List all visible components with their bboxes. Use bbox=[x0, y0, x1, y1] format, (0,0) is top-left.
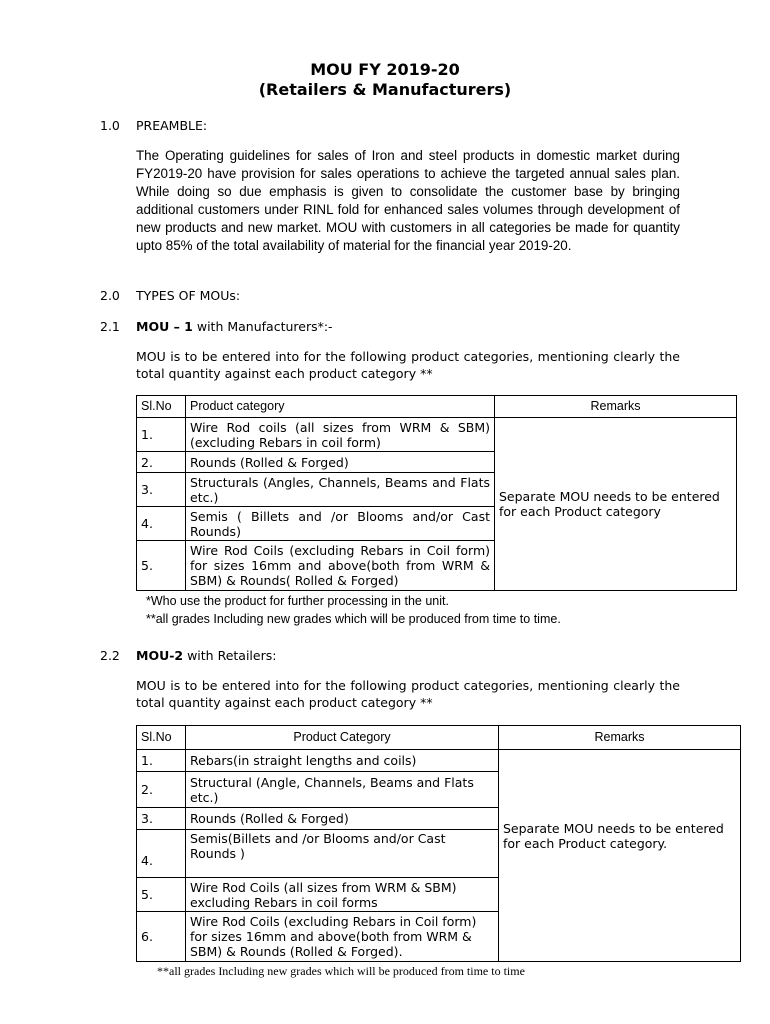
header-remarks: Remarks bbox=[499, 726, 741, 750]
row-category: Wire Rod Coils (all sizes from WRM & SBM) excluding Rebars in coil forms bbox=[186, 878, 499, 912]
section-title-rest: with Manufacturers*:- bbox=[192, 319, 333, 334]
section-bold-title: MOU – 1 bbox=[136, 319, 193, 334]
row-category: Wire Rod coils (all sizes from WRM & SBM) (excluding Rebars in coil form) bbox=[186, 418, 495, 452]
mou2-table bbox=[136, 725, 741, 962]
footnote-grades-2: **all grades Including new grades which will be produced from time to time bbox=[157, 964, 525, 978]
mou1-table bbox=[136, 395, 737, 591]
row-number: 3. bbox=[137, 808, 186, 830]
section-title-rest: with Retailers: bbox=[183, 648, 277, 663]
row-number: 4. bbox=[137, 830, 186, 878]
row-remarks: Separate MOU needs to be entered for each Product category. bbox=[499, 750, 741, 962]
preamble-paragraph: The Operating guidelines for sales of Iron and steel products in domestic market during FY2019-20 have provision for sales operations to achieve the targeted annual sales plan. While doing so due emphasis is given to consolidate the customer base by bringing additional customers under RINL fold for enhanced sales volumes through development of new products and new market. MOU with customers in all categories be made for quantity upto 85% of the total availability of material for the financial year 2019-20. bbox=[136, 148, 680, 253]
section-number: 2.1 bbox=[100, 319, 120, 334]
row-category: Structurals (Angles, Channels, Beams and Flats etc.) bbox=[186, 473, 495, 507]
table-row bbox=[137, 418, 737, 452]
section-number: 2.2 bbox=[100, 648, 120, 663]
header-remarks: Remarks bbox=[495, 396, 737, 418]
row-category: Semis(Billets and /or Blooms and/or Cast Rounds ) bbox=[186, 830, 499, 878]
mou2-intro: MOU is to be entered into for the following product categories, mentioning clearly the total quantity against each product category ** bbox=[136, 678, 680, 710]
table-row bbox=[137, 750, 741, 772]
row-number: 2. bbox=[137, 772, 186, 808]
row-number: 1. bbox=[137, 418, 186, 452]
row-number: 2. bbox=[137, 452, 186, 473]
title-line-2: (Retailers & Manufacturers) bbox=[258, 80, 512, 99]
header-category: Product Category bbox=[186, 726, 499, 750]
row-category: Semis ( Billets and /or Blooms and/or Cast Rounds) bbox=[186, 507, 495, 541]
row-category: Rounds (Rolled & Forged) bbox=[186, 808, 499, 830]
section-title: TYPES OF MOUs: bbox=[136, 288, 241, 303]
row-category: Rounds (Rolled & Forged) bbox=[186, 452, 495, 473]
row-category: Structural (Angle, Channels, Beams and Flats etc.) bbox=[186, 772, 499, 808]
table-header-row bbox=[137, 726, 741, 750]
header-slno: Sl.No bbox=[137, 396, 186, 418]
footnote-grades: **all grades Including new grades which will be produced from time to time. bbox=[146, 612, 561, 626]
section-title: PREAMBLE: bbox=[136, 118, 208, 133]
table-header-row bbox=[137, 396, 737, 418]
section-bold-title: MOU-2 bbox=[136, 648, 184, 663]
row-number: 5. bbox=[137, 878, 186, 912]
row-number: 1. bbox=[137, 750, 186, 772]
header-category: Product category bbox=[186, 396, 495, 418]
section-number: 1.0 bbox=[100, 118, 120, 133]
title-line-1: MOU FY 2019-20 bbox=[310, 60, 460, 79]
row-number: 4. bbox=[137, 507, 186, 541]
mou1-intro: MOU is to be entered into for the following product categories, mentioning clearly the total quantity against each product category ** bbox=[136, 349, 680, 381]
footnote-manufacturers: *Who use the product for further processing in the unit. bbox=[146, 594, 449, 608]
row-category: Rebars(in straight lengths and coils) bbox=[186, 750, 499, 772]
section-number: 2.0 bbox=[100, 288, 120, 303]
row-number: 3. bbox=[137, 473, 186, 507]
row-number: 6. bbox=[137, 912, 186, 962]
row-remarks: Separate MOU needs to be entered for each Product category bbox=[495, 418, 737, 591]
row-category: Wire Rod Coils (excluding Rebars in Coil form) for sizes 16mm and above(both from WRM & SBM) & Rounds( Rolled & Forged) bbox=[186, 541, 495, 591]
header-slno: Sl.No bbox=[137, 726, 186, 750]
row-category: Wire Rod Coils (excluding Rebars in Coil form) for sizes 16mm and above(both from WRM & SBM) & Rounds (Rolled & Forged). bbox=[186, 912, 499, 962]
row-number: 5. bbox=[137, 541, 186, 591]
